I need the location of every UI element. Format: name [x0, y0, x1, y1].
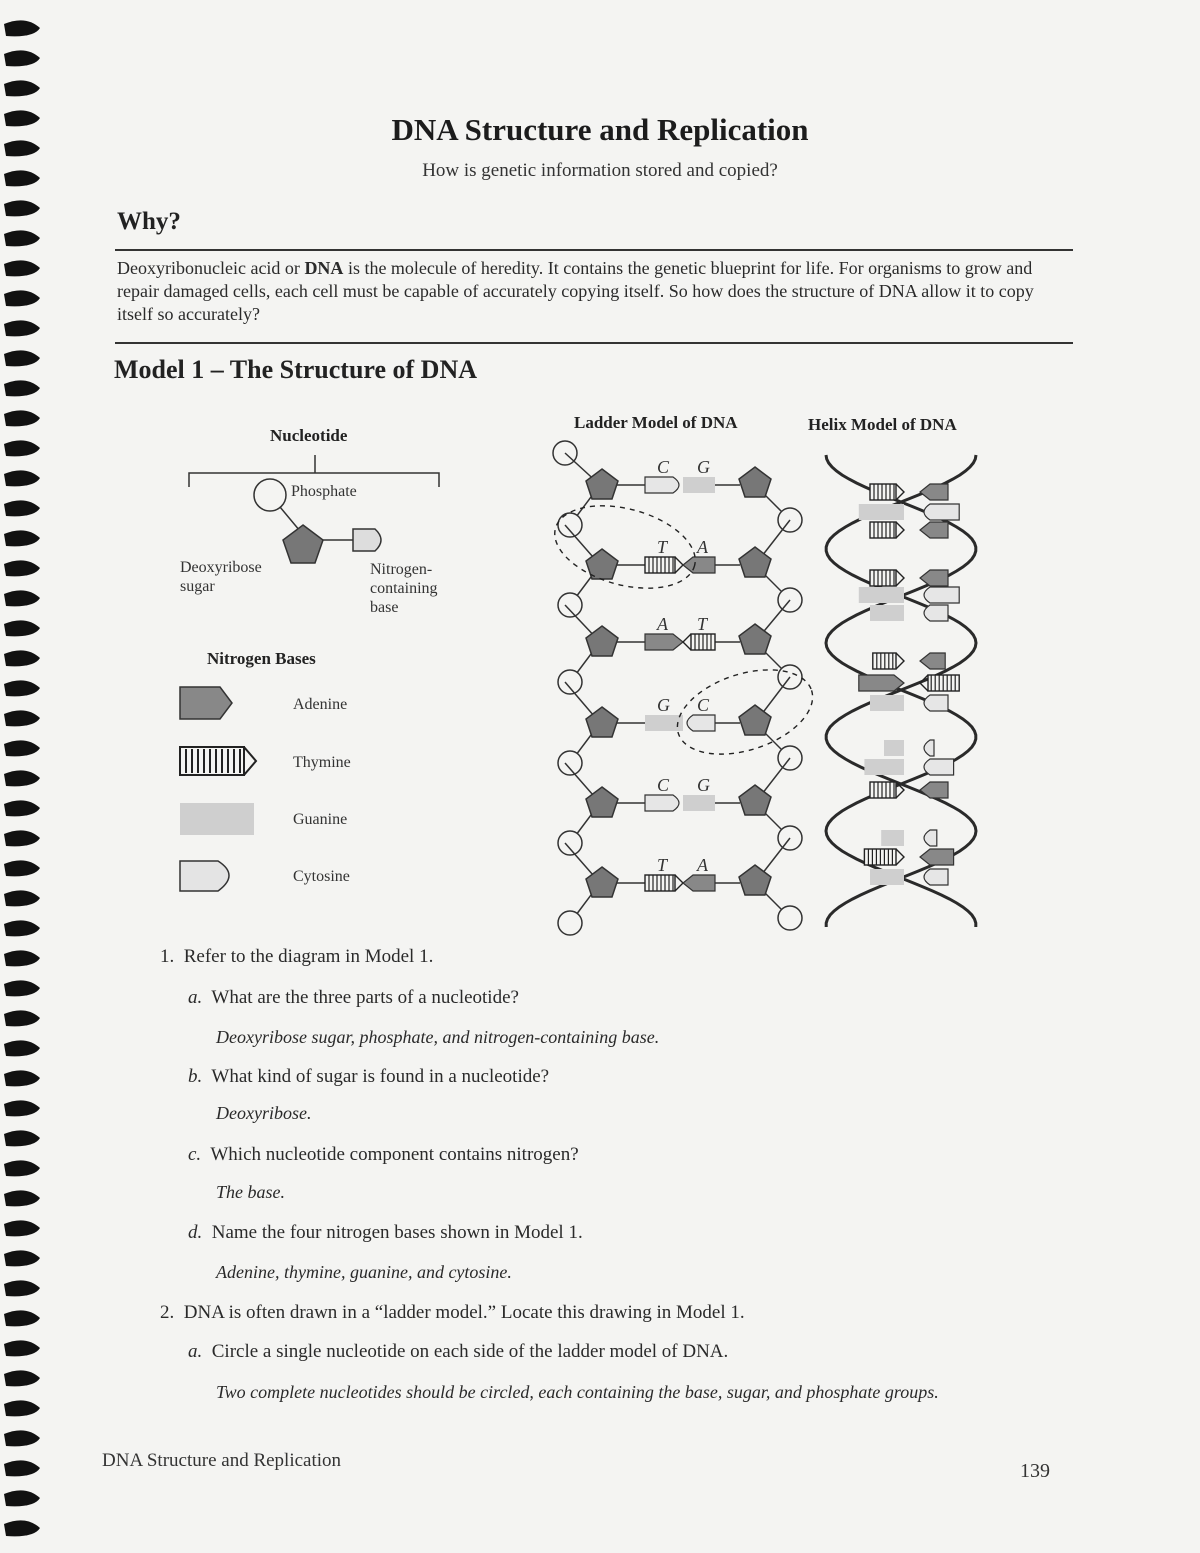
binding-coil — [4, 710, 40, 726]
binding-coil — [4, 1490, 40, 1506]
adenine-label: Adenine — [293, 696, 348, 713]
q1b-text: What kind of sugar is found in a nucleotide? — [211, 1066, 550, 1087]
phosphate — [558, 911, 582, 935]
guanine-base — [884, 740, 904, 756]
binding-coil — [4, 410, 40, 426]
helix-base-pair — [870, 695, 948, 711]
base-letter-left: C — [657, 775, 670, 795]
adenine-base — [920, 782, 948, 798]
question-1c — [188, 1144, 579, 1166]
binding-coil — [4, 530, 40, 546]
base-pair — [558, 677, 802, 775]
binding-coil — [4, 590, 40, 606]
binding-coil — [4, 890, 40, 906]
binding-coil — [4, 1160, 40, 1176]
q1a-answer: Deoxyribose sugar, phosphate, and nitrogen-containing base. — [216, 1027, 660, 1047]
guanine-shape — [180, 803, 254, 835]
sugar-label-1: Deoxyribose — [180, 559, 262, 576]
adenine-base — [683, 557, 715, 573]
why-top-rule — [115, 249, 1073, 251]
why-text-start: Deoxyribonucleic acid or — [117, 258, 305, 278]
binding-coil — [4, 770, 40, 786]
nucleotide-title: Nucleotide — [270, 426, 348, 445]
thymine-tip — [675, 875, 683, 891]
helix-base-pair — [864, 759, 953, 775]
guanine-label: Guanine — [293, 811, 348, 828]
guanine-base — [859, 504, 904, 520]
binding-coil — [4, 680, 40, 696]
helix-base-pair — [864, 849, 953, 865]
binding-coil — [4, 1460, 40, 1476]
phosphate-label: Phosphate — [291, 483, 357, 500]
binding-coil — [4, 350, 40, 366]
thymine-tip — [896, 849, 904, 865]
binding-coil — [4, 1280, 40, 1296]
binding-coil — [4, 1100, 40, 1116]
cytosine-base — [924, 740, 934, 756]
ladder-model-diagram — [545, 435, 815, 945]
sugar — [586, 626, 618, 656]
binding-coil — [4, 1250, 40, 1266]
q2a-text: Circle a single nucleotide on each side of the ladder model of DNA. — [211, 1341, 729, 1362]
cytosine-base — [645, 477, 679, 493]
guanine-base — [881, 830, 904, 846]
adenine-base — [859, 675, 904, 691]
sugar-pentagon — [283, 525, 323, 563]
helix-base-pair — [870, 782, 948, 798]
cytosine-base — [645, 795, 679, 811]
phosphate-circle — [254, 479, 286, 511]
helix-base-pair — [870, 570, 948, 586]
guanine-base — [870, 695, 904, 711]
base-label-1: Nitrogen- — [370, 561, 433, 578]
binding-coil — [4, 740, 40, 756]
cytosine-base-shape — [353, 529, 381, 551]
binding-coil — [4, 1310, 40, 1326]
why-bottom-rule — [115, 342, 1073, 344]
adenine-base — [920, 522, 948, 538]
binding-coil — [4, 1190, 40, 1206]
q2-number: 2. — [160, 1302, 175, 1323]
guanine-base — [870, 605, 904, 621]
adenine-base — [645, 634, 683, 650]
cytosine-base — [924, 605, 948, 621]
base-letter-left: T — [657, 537, 668, 557]
helix-model-diagram — [818, 440, 998, 930]
binding-coil — [4, 1370, 40, 1386]
base-letter-right: G — [697, 775, 710, 795]
cytosine-base — [924, 759, 954, 775]
binding-coil — [4, 620, 40, 636]
helix-base-pair — [870, 605, 948, 621]
bases-legend-shapes — [178, 685, 268, 895]
phosphate — [778, 906, 802, 930]
base-letter-right: A — [697, 855, 708, 875]
sugar — [739, 467, 771, 497]
binding-coil — [4, 980, 40, 996]
q1d-text: Name the four nitrogen bases shown in Model 1. — [211, 1222, 583, 1243]
sugar-label-2: sugar — [180, 578, 215, 595]
q1a-text: What are the three parts of a nucleotide? — [211, 987, 519, 1008]
guanine-base — [683, 477, 715, 493]
q1c-text: Which nucleotide component contains nitrogen? — [210, 1144, 579, 1165]
why-heading: Why? — [117, 208, 181, 235]
thymine-shape — [180, 747, 256, 775]
question-1a — [188, 987, 519, 1009]
model-heading: Model 1 – The Structure of DNA — [114, 355, 478, 384]
base-pair — [558, 838, 802, 935]
binding-coil — [4, 380, 40, 396]
guanine-base — [859, 587, 904, 603]
helix-base-pair — [873, 653, 945, 669]
base-letter-left: A — [657, 614, 668, 634]
binding-coil — [4, 200, 40, 216]
binding-coil — [4, 1130, 40, 1146]
base-pair — [558, 600, 802, 694]
cytosine-label: Cytosine — [293, 868, 350, 885]
guanine-base — [683, 795, 715, 811]
base-letter-right: T — [697, 614, 708, 634]
question-1b — [188, 1066, 549, 1088]
bases-title: Nitrogen Bases — [207, 649, 316, 668]
base-pair — [558, 520, 802, 617]
base-letter-left: G — [657, 695, 670, 715]
binding-coil — [4, 1220, 40, 1236]
binding-coil — [4, 650, 40, 666]
base-pair — [558, 758, 802, 855]
thymine-tip — [683, 634, 691, 650]
sugar — [586, 469, 618, 499]
phosphate — [558, 751, 582, 775]
binding-coil — [4, 1010, 40, 1026]
binding-coil — [4, 1340, 40, 1356]
cytosine-base — [924, 587, 959, 603]
cytosine-shape — [180, 861, 229, 891]
base-label-3: base — [370, 599, 399, 616]
base-letter-right: G — [697, 457, 710, 477]
adenine-base — [920, 653, 945, 669]
binding-coil — [4, 1070, 40, 1086]
guanine-base — [864, 759, 904, 775]
binding-coil — [4, 950, 40, 966]
page-number: 139 — [1020, 1460, 1050, 1482]
helix-title: Helix Model of DNA — [808, 415, 957, 434]
base-letter-left: T — [657, 855, 668, 875]
page-title: DNA Structure and Replication — [391, 112, 809, 147]
binding-coil — [4, 20, 40, 36]
q2a-answer: Two complete nucleotides should be circled, each containing the base, sugar, and phosphate groups. — [216, 1382, 939, 1402]
binding-coil — [4, 440, 40, 456]
q1c-answer: The base. — [216, 1182, 285, 1202]
phosphate — [558, 513, 582, 537]
circled-nucleotide-left — [546, 492, 705, 603]
q1d-answer: Adenine, thymine, guanine, and cytosine. — [216, 1262, 512, 1282]
q1-text: Refer to the diagram in Model 1. — [183, 946, 434, 967]
base-letter-left: C — [657, 457, 670, 477]
cytosine-base — [924, 830, 937, 846]
q1a-letter: a. — [188, 987, 203, 1008]
helix-base-pair — [859, 675, 959, 691]
page-subtitle: How is genetic information stored and copied? — [422, 160, 778, 181]
q1c-letter: c. — [188, 1144, 202, 1165]
cytosine-base — [924, 504, 959, 520]
base-label — [370, 560, 438, 617]
question-2 — [160, 1302, 745, 1324]
q1b-answer: Deoxyribose. — [216, 1103, 312, 1123]
thymine-tip — [896, 570, 904, 586]
phosphate — [558, 831, 582, 855]
thymine-tip — [896, 484, 904, 500]
base-pair — [558, 453, 802, 537]
phosphate — [558, 670, 582, 694]
helix-base-pair — [881, 830, 937, 846]
adenine-base — [920, 570, 948, 586]
why-text-dna: DNA — [304, 258, 344, 278]
thymine-tip — [896, 653, 904, 669]
binding-coil — [4, 1400, 40, 1416]
binding-coil — [4, 560, 40, 576]
binding-coil — [4, 260, 40, 276]
thymine-label: Thymine — [293, 754, 351, 771]
binding-coil — [4, 470, 40, 486]
question-1d — [188, 1222, 583, 1244]
binding-coil — [4, 1040, 40, 1056]
helix-base-pair — [884, 740, 934, 756]
binding-coil — [4, 500, 40, 516]
binding-coil — [4, 80, 40, 96]
binding-coil — [4, 50, 40, 66]
base-letter-right: C — [697, 695, 710, 715]
adenine-base — [920, 484, 948, 500]
question-2a — [188, 1341, 728, 1363]
base-label-2: containing — [370, 580, 438, 597]
question-1 — [160, 946, 433, 968]
base-letter-right: A — [697, 537, 708, 557]
adenine-shape — [180, 687, 232, 719]
footer-title: DNA Structure and Replication — [102, 1450, 342, 1471]
binding-coil — [4, 230, 40, 246]
q1-number: 1. — [160, 946, 175, 967]
binding-coil — [4, 320, 40, 336]
cytosine-base — [687, 715, 715, 731]
binding-coil — [4, 1430, 40, 1446]
q1b-letter: b. — [188, 1066, 203, 1087]
helix-base-pair — [870, 522, 948, 538]
q2a-letter: a. — [188, 1341, 203, 1362]
thymine-tip — [675, 557, 683, 573]
adenine-base — [683, 875, 715, 891]
q2-text: DNA is often drawn in a “ladder model.” Locate this drawing in Model 1. — [183, 1302, 745, 1323]
why-text-rest: is the molecule of heredity. It contains the genetic blueprint for life. For organisms to grow and repair damaged cells, each cell must be capable of accurately copying itself. So how does the structure of DNA allow it to copy itself so accurately? — [117, 258, 1034, 324]
phosphate — [558, 593, 582, 617]
binding-coil — [4, 290, 40, 306]
binding-coil — [4, 1520, 40, 1536]
spiral-binding — [0, 0, 60, 1553]
binding-coil — [4, 860, 40, 876]
ladder-title: Ladder Model of DNA — [574, 413, 738, 432]
nucleotide-diagram — [175, 445, 465, 565]
q1d-letter: d. — [188, 1222, 203, 1243]
cytosine-base — [924, 869, 948, 885]
adenine-base — [920, 849, 954, 865]
why-paragraph — [117, 257, 1072, 326]
sugar-label — [180, 558, 262, 596]
thymine-tip — [896, 522, 904, 538]
cytosine-base — [924, 695, 948, 711]
binding-coil — [4, 830, 40, 846]
binding-coil — [4, 800, 40, 816]
guanine-base — [870, 869, 904, 885]
binding-coil — [4, 920, 40, 936]
